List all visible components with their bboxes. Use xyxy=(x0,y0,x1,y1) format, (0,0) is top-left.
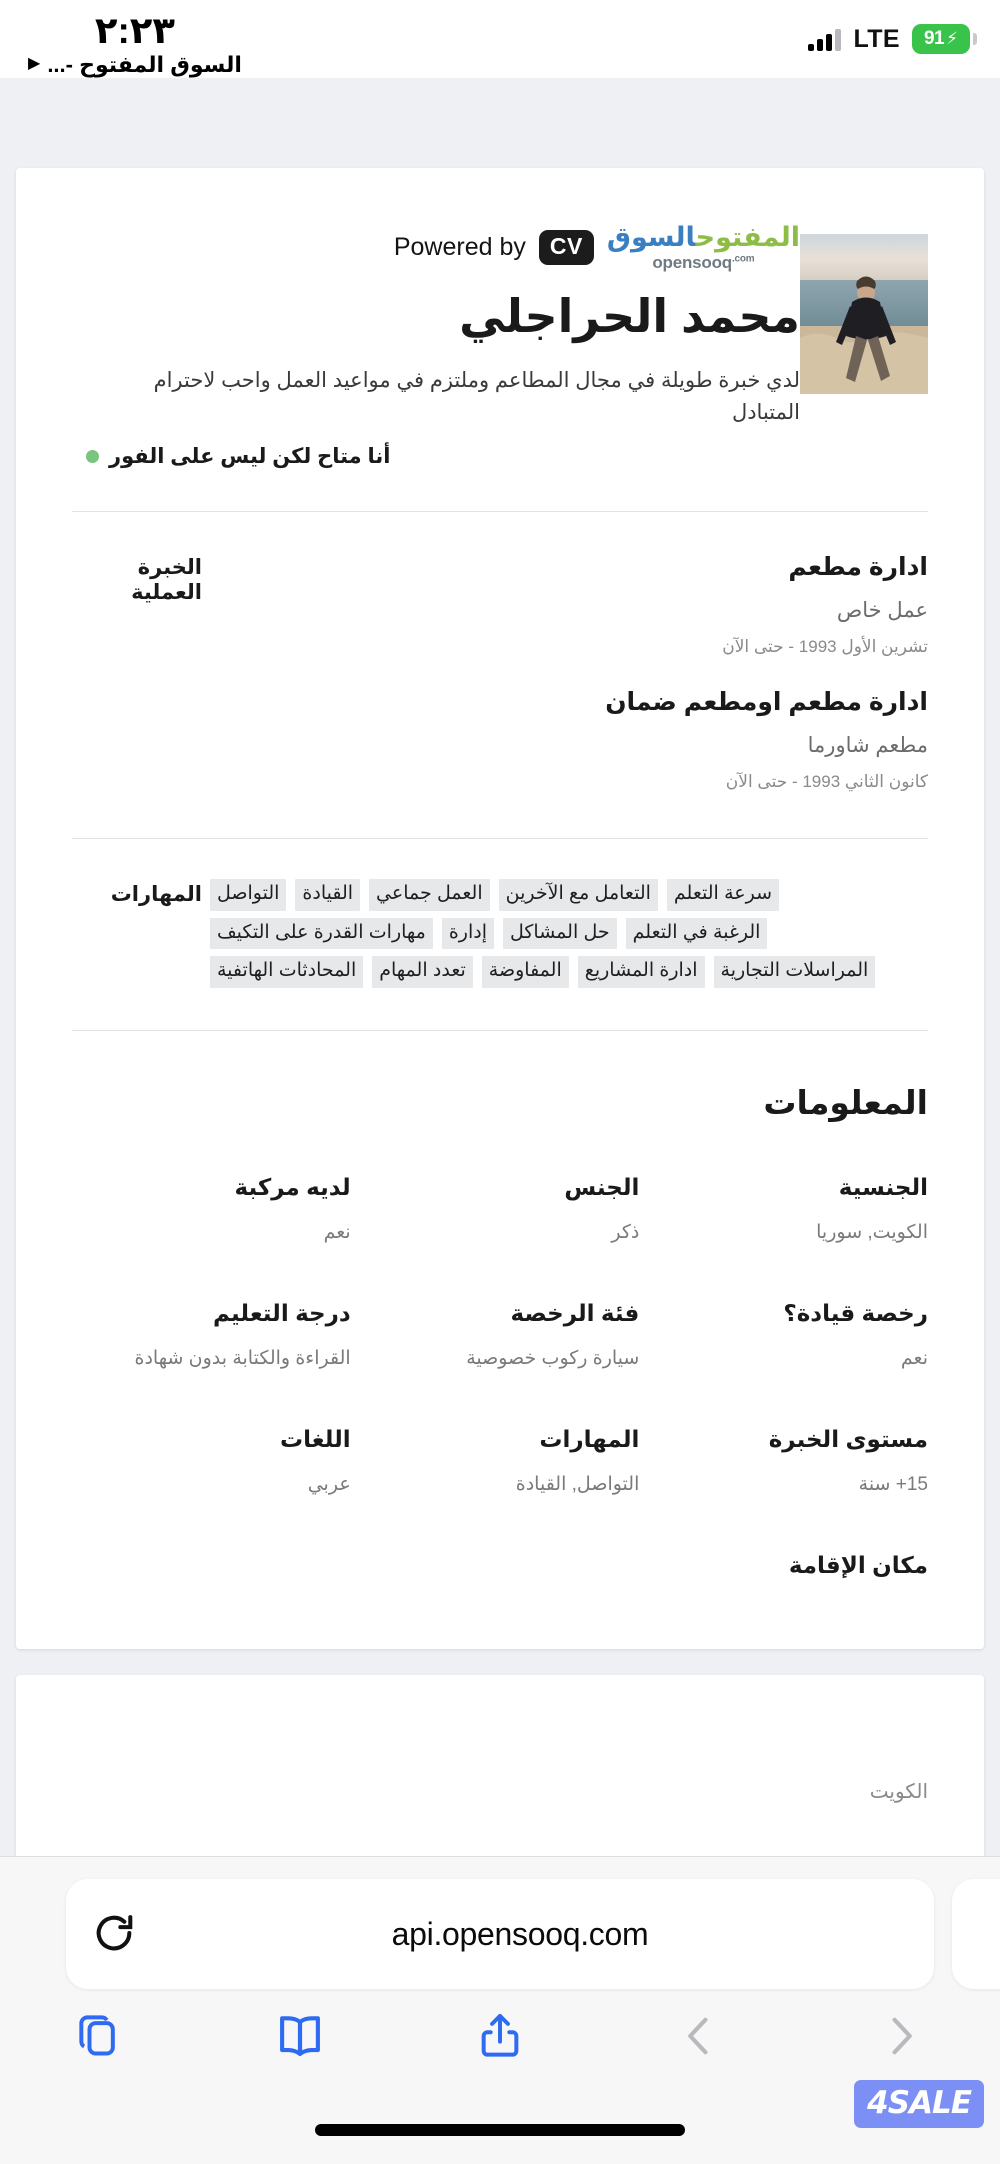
skill-tag: القيادة xyxy=(295,879,360,911)
job-title: ادارة مطعم اومطعم ضمان xyxy=(605,688,928,717)
skill-tag: إدارة xyxy=(442,918,494,950)
info-key: فئة الرخصة xyxy=(510,1299,640,1326)
info-cell xyxy=(361,1174,640,1244)
page-title: محمد الحراجلي xyxy=(459,290,800,342)
info-key: درجة التعليم xyxy=(213,1299,351,1326)
job-company: مطعم شاورما xyxy=(807,734,928,758)
battery-cap xyxy=(973,33,977,45)
info-value: ذكر xyxy=(611,1221,640,1243)
experience-label: الخبرة العملية xyxy=(131,556,202,605)
info-cell xyxy=(361,1300,640,1370)
info-key: اللغات xyxy=(280,1425,351,1452)
return-to-app-banner[interactable] xyxy=(28,52,242,78)
opensooq-logo xyxy=(607,224,800,271)
information-heading: المعلومات xyxy=(763,1083,928,1121)
info-value: نعم xyxy=(323,1221,351,1243)
status-bar-right xyxy=(28,10,242,78)
info-key: مكان الإقامة xyxy=(788,1551,928,1578)
status-bar xyxy=(0,0,1000,78)
bookmarks-icon[interactable] xyxy=(200,2007,400,2065)
info-cell xyxy=(649,1300,928,1370)
availability-dot-icon xyxy=(86,450,99,463)
info-value: عربي xyxy=(307,1473,351,1495)
info-value: القراءة والكتابة بدون شهادة xyxy=(134,1347,351,1369)
opensooq-latin-text: opensooq xyxy=(652,253,732,272)
job-dates: كانون الثاني 1993 - حتى الآن xyxy=(725,772,928,792)
cv-badge-text: CV xyxy=(549,233,583,260)
resume-header-text xyxy=(72,224,800,469)
job-dates: تشرين الأول 1993 - حتى الآن xyxy=(722,637,928,657)
resume-header xyxy=(72,224,928,469)
skills-label: المهارات xyxy=(110,883,202,907)
list-item xyxy=(210,687,928,792)
search-input[interactable] xyxy=(66,1879,934,1989)
url-row xyxy=(0,1857,1000,1981)
battery-indicator xyxy=(912,24,976,54)
info-cell xyxy=(72,1174,351,1244)
skill-tag: الرغبة في التعلم xyxy=(626,918,768,950)
forward-icon[interactable] xyxy=(800,2010,1000,2062)
skill-tag: مهارات القدرة على التكيف xyxy=(210,918,433,950)
info-value: سيارة ركوب خصوصية xyxy=(466,1347,640,1369)
information-grid xyxy=(72,1174,928,1599)
skill-tag: ادارة المشاريع xyxy=(578,956,705,988)
opensooq-logo-arabic xyxy=(607,224,800,251)
info-cell xyxy=(72,1426,351,1496)
home-indicator[interactable] xyxy=(315,2124,685,2136)
resume-card xyxy=(16,168,984,1649)
bolt-icon: ⚡ xyxy=(946,28,959,48)
info-key: المهارات xyxy=(539,1425,640,1452)
info-value: الكويت, سوريا xyxy=(816,1221,928,1243)
status-badge xyxy=(86,444,800,469)
info-value: نعم xyxy=(900,1347,928,1369)
powered-by-label: Powered by xyxy=(393,233,526,261)
watermark-4sale: 4SALE xyxy=(854,2080,984,2128)
info-value: 15+ سنة xyxy=(858,1473,928,1495)
web-page-viewport[interactable] xyxy=(0,78,1000,1856)
info-cell xyxy=(649,1174,928,1244)
info-cell xyxy=(72,1300,351,1370)
job-company: عمل خاص xyxy=(836,599,928,623)
skill-tag: العمل جماعي xyxy=(369,879,490,911)
info-cell xyxy=(361,1426,640,1496)
opensooq-latin-suffix: .com xyxy=(731,253,755,265)
skills-body xyxy=(202,879,928,988)
share-icon[interactable] xyxy=(400,2008,600,2064)
status-clock: ٢:٢٣ xyxy=(94,10,175,51)
info-value: التواصل, القيادة xyxy=(515,1473,640,1495)
bio-text: لدي خبرة طويلة في مجال المطاعم وملتزم في مواعيد العمل واحب لاحترام المتبادل xyxy=(153,369,800,424)
status-bar-left xyxy=(808,10,976,54)
residence-card xyxy=(16,1675,984,1856)
info-cell xyxy=(649,1426,928,1496)
browser-chrome xyxy=(0,1856,1000,2164)
back-icon[interactable] xyxy=(600,2010,800,2062)
network-label: LTE xyxy=(853,24,900,53)
skill-tag: المراسلات التجارية xyxy=(714,956,876,988)
availability-label: أنا متاح لكن ليس على الفور xyxy=(109,445,391,469)
battery-percent: 91 xyxy=(923,28,945,49)
opensooq-logo-latin xyxy=(652,254,754,271)
skill-tag: التواصل xyxy=(210,879,286,911)
next-tab-peek[interactable] xyxy=(952,1879,1000,1989)
residence-city: الكويت xyxy=(869,1780,928,1803)
info-key: مستوى الخبرة xyxy=(768,1425,928,1452)
skill-tag-list xyxy=(210,879,928,988)
tabs-icon[interactable] xyxy=(0,2008,200,2064)
info-key: رخصة قيادة؟ xyxy=(783,1299,928,1326)
skill-tag: التعامل مع الآخرين xyxy=(499,879,658,911)
left-triangle-icon: ▶ xyxy=(28,54,41,72)
return-app-label: السوق المفتوح -... xyxy=(47,51,242,77)
url-text: api.opensooq.com xyxy=(391,1915,649,1952)
experience-section xyxy=(72,512,928,796)
skill-tag: المحادثات الهاتفية xyxy=(210,956,363,988)
cv-badge-icon xyxy=(539,230,594,265)
browser-toolbar xyxy=(0,1981,1000,2091)
battery-body xyxy=(912,24,970,54)
skill-tag: المفاوضة xyxy=(482,956,569,988)
opensooq-logo-green: المفتوح xyxy=(695,222,800,252)
info-key: لديه مركبة xyxy=(234,1173,351,1200)
skills-section xyxy=(72,839,928,988)
info-key: الجنس xyxy=(564,1173,640,1200)
skill-tag: سرعة التعلم xyxy=(667,879,779,911)
experience-list xyxy=(202,552,928,796)
avatar xyxy=(800,234,928,394)
info-key: الجنسية xyxy=(838,1173,928,1200)
skill-tag: حل المشاكل xyxy=(503,918,617,950)
info-cell xyxy=(649,1552,928,1599)
job-title: ادارة مطعم xyxy=(788,553,928,582)
opensooq-logo-blue: السوق xyxy=(606,222,696,252)
signal-bars-icon xyxy=(808,27,841,51)
powered-by-row xyxy=(86,224,800,271)
list-item xyxy=(210,552,928,657)
skill-tag: تعدد المهام xyxy=(372,956,473,988)
